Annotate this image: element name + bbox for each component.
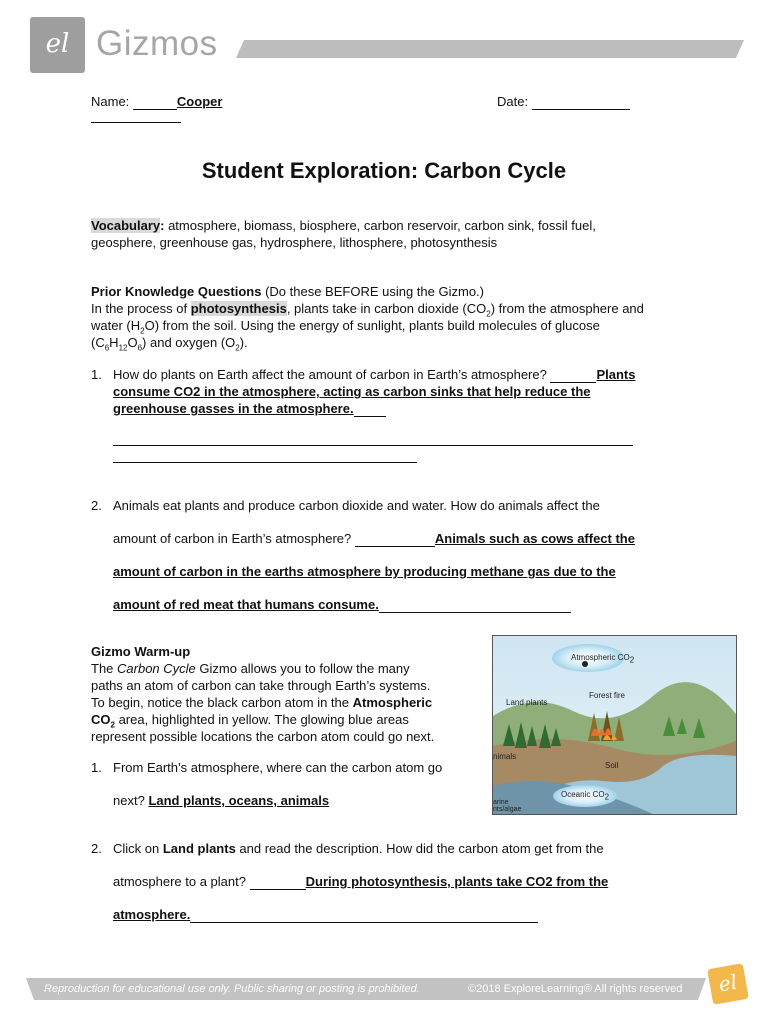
- prior-knowledge: Prior Knowledge Questions (Do these BEFORE using the Gizmo.) In the process of photosynthesis, plants take in carbon dioxide $(CO_2)$ from the atmosphere and water $(H_2O)$ from the soil. Using the energy of sunlight, plants build molecules of glucose $(C_6H_{12}O_6)$ and oxygen $(O_2)$.: [91, 284, 644, 353]
- figure-label-oceanic: Oceanic $CO_2$: [561, 790, 610, 802]
- figure-label-forest-fire: Forest fire: [589, 691, 626, 700]
- w1-line1: From Earth’s atmosphere, where can the carbon atom go: [113, 760, 443, 775]
- prior-heading: Prior Knowledge Questions: [91, 284, 262, 299]
- name-value[interactable]: Cooper: [176, 94, 223, 109]
- w1-line2: next? Land plants, oceans, animals: [113, 793, 330, 808]
- logo-badge: [30, 17, 85, 73]
- w1-answer[interactable]: Land plants, oceans, animals: [148, 793, 330, 808]
- q1-answer-line-1: [113, 431, 633, 446]
- q1-block: How do plants on Earth affect the amount of carbon in Earth’s atmosphere? Plants consume CO2 in the atmosphere, acting as carbon sinks that help reduce the greenhouse gasses in the atmosphere.: [113, 367, 636, 416]
- w2-line3: atmosphere.: [113, 906, 538, 923]
- q1-answer-line-2: [113, 448, 417, 463]
- brand-title: Gizmos: [96, 24, 218, 63]
- logo-mark: el: [45, 29, 70, 59]
- w1-number: 1.: [91, 760, 102, 775]
- q2-answer-line-2[interactable]: amount of carbon in the earths atmosphere by producing methane gas due to the: [113, 564, 616, 579]
- q2-answer-line-3: amount of red meat that humans consume.: [113, 596, 571, 613]
- q1-answer[interactable]: Plants: [596, 367, 636, 382]
- vocabulary-label: Vocabulary: [91, 218, 161, 233]
- header-bar: [236, 40, 744, 58]
- q2-line1: Animals eat plants and produce carbon dioxide and water. How do animals affect the: [113, 498, 600, 513]
- q1-number: 1.: [91, 367, 102, 382]
- carbon-cycle-figure: [492, 635, 737, 815]
- figure-label-soil: Soil: [605, 761, 619, 770]
- warmup: Gizmo Warm-up The Carbon Cycle Gizmo allows you to follow the many paths an atom of carbon can take through Earth’s systems. To begin, notice the black carbon atom in the Atmospheric $CO_2$ area, highlighted in yellow. The glowing blue areas represent possible locations the carbon atom could go next.: [91, 644, 435, 744]
- w2-line1: Click on Land plants and read the description. How did the carbon atom get from the: [113, 841, 604, 856]
- date-line: [497, 93, 630, 110]
- date-label: Date:: [497, 94, 529, 109]
- w2-number: 2.: [91, 841, 102, 856]
- page-title: Student Exploration: Carbon Cycle: [201, 158, 567, 183]
- figure-label-land-plants: Land plants: [506, 698, 548, 707]
- figure-label-animals: nimals: [493, 752, 517, 761]
- vocabulary: Vocabulary: atmosphere, biomass, biosphere, carbon reservoir, carbon sink, fossil fuel, geosphere, greenhouse gas, hydrosphere, lithosphere, photosynthesis: [91, 218, 596, 250]
- footer-disclaimer: Reproduction for educational use only. Public sharing or posting is prohibited.: [44, 983, 420, 995]
- carbon-cycle-illustration: [493, 636, 736, 814]
- date-continuation-line: [91, 108, 181, 123]
- q2-number: 2.: [91, 498, 102, 513]
- explorelearning-logo-icon: el: [707, 963, 749, 1005]
- figure-label-marine: arine nts/algae: [493, 799, 522, 813]
- figure-label-atmospheric: Atmospheric $CO_2$: [571, 653, 635, 665]
- q2-answer[interactable]: Animals such as cows affect the: [434, 531, 635, 546]
- q1-question: How do plants on Earth affect the amount of carbon in Earth’s atmosphere?: [113, 367, 547, 382]
- q2-line2: amount of carbon in Earth’s atmosphere? Animals such as cows affect the: [113, 531, 635, 546]
- w2-answer[interactable]: During photosynthesis, plants take CO2 from the: [305, 874, 609, 889]
- footer-copyright: ©2018 ExploreLearning® All rights reserved: [468, 983, 683, 995]
- date-field[interactable]: [532, 95, 630, 110]
- w2-line2: atmosphere to a plant? During photosynthesis, plants take CO2 from the: [113, 874, 609, 889]
- name-label: Name:: [91, 94, 130, 109]
- warmup-heading: Gizmo Warm-up: [91, 644, 191, 659]
